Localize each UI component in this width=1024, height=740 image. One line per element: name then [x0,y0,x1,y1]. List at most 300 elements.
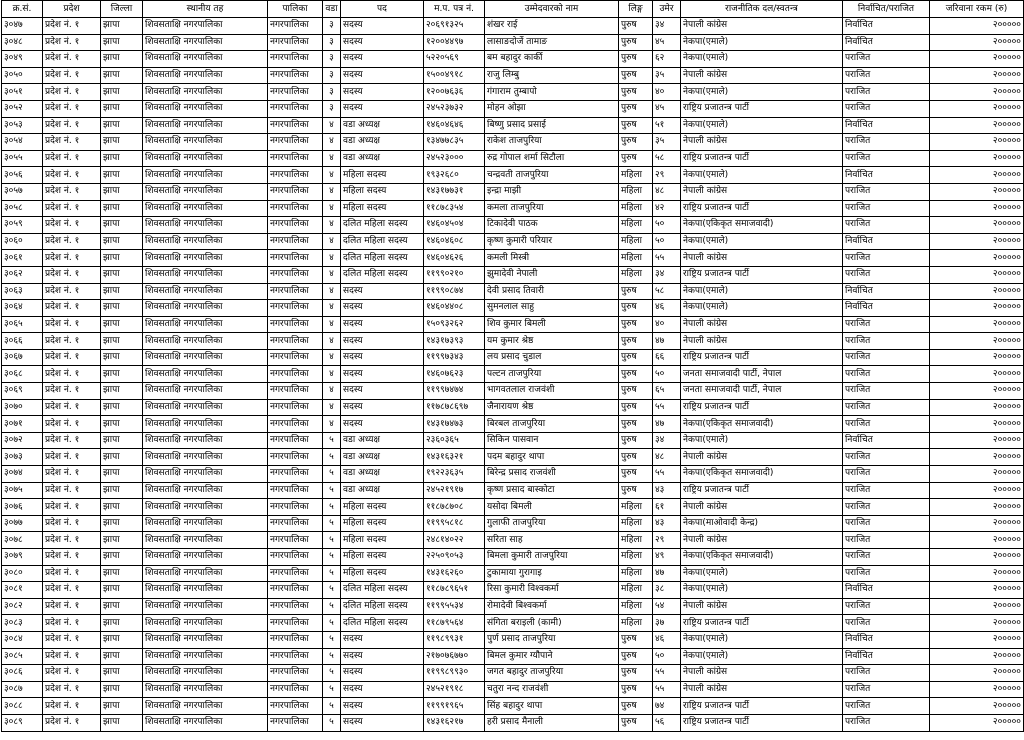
cell-district: झापा [101,615,143,632]
cell-gender: महिला [619,200,653,217]
cell-serial: ३०८३ [2,615,43,632]
cell-gender: पुरुष [619,283,653,300]
cell-age: ४३ [653,515,681,532]
table-row [2,615,1024,632]
cell-serial: ३०५० [2,67,43,84]
cell-result: पराजित [843,266,930,283]
cell-post: महिला सदस्य [341,532,424,549]
cell-gender: पुरुष [619,34,653,51]
cell-gender: पुरुष [619,150,653,167]
cell-party: राष्ट्रिय प्रजातन्त्र पार्टी [681,150,843,167]
cell-fine-amount: २००००० [930,300,1024,317]
cell-fine-amount: २००००० [930,233,1024,250]
cell-post: वडा अध्यक्ष [341,150,424,167]
cell-district: झापा [101,665,143,682]
cell-serial: ३०८० [2,565,43,582]
cell-post: सदस्य [341,100,424,117]
cell-province: प्रदेश नं. १ [43,416,101,433]
cell-province: प्रदेश नं. १ [43,134,101,151]
cell-province: प्रदेश नं. १ [43,300,101,317]
cell-gender: पुरुष [619,51,653,68]
cell-age: ५५ [653,399,681,416]
cell-age: ६६ [653,349,681,366]
cell-voter-id: २४५२१९१७ [424,482,485,499]
cell-municipality-type: नगरपालिका [268,67,323,84]
cell-district: झापा [101,167,143,184]
table-row [2,532,1024,549]
cell-candidate-name: देवी प्रसाद तिवारी [485,283,619,300]
cell-candidate-name: पल्टन ताजपुरिया [485,366,619,383]
cell-gender: पुरुष [619,482,653,499]
cell-party: नेपाली कांग्रेस [681,316,843,333]
cell-party: नेकपा(एमाले) [681,432,843,449]
cell-serial: ३०७१ [2,416,43,433]
table-row [2,482,1024,499]
cell-candidate-name: जैनारायण श्रेष्ठ [485,399,619,416]
cell-ward: ४ [323,167,341,184]
cell-district: झापा [101,150,143,167]
cell-post: वडा अध्यक्ष [341,482,424,499]
cell-province: प्रदेश नं. १ [43,200,101,217]
cell-gender: पुरुष [619,466,653,483]
cell-serial: ३०८५ [2,648,43,665]
cell-candidate-name: इन्द्रा माझी [485,183,619,200]
table-row [2,665,1024,682]
cell-party: नेकपा(एमाले) [681,117,843,134]
cell-serial: ३०७२ [2,432,43,449]
cell-municipality-type: नगरपालिका [268,316,323,333]
cell-result: पराजित [843,449,930,466]
cell-voter-id: १४६०४५०४ [424,217,485,234]
cell-gender: पुरुष [619,333,653,350]
cell-ward: ५ [323,648,341,665]
cell-voter-id: ११९९८९९३० [424,665,485,682]
cell-party: नेकपा(एमाले) [681,565,843,582]
cell-age: ४६ [653,631,681,648]
cell-district: झापा [101,84,143,101]
cell-municipality-type: नगरपालिका [268,582,323,599]
cell-age: ३८ [653,582,681,599]
cell-voter-id: १४३१६३२१ [424,449,485,466]
table-row [2,233,1024,250]
cell-post: सदस्य [341,18,424,35]
cell-candidate-name: पुर्ण प्रसाद ताजपुरिया [485,631,619,648]
cell-age: ६५ [653,383,681,400]
cell-district: झापा [101,449,143,466]
cell-municipality-type: नगरपालिका [268,648,323,665]
cell-ward: ५ [323,615,341,632]
cell-municipality-type: नगरपालिका [268,665,323,682]
cell-district: झापा [101,250,143,267]
cell-municipality-type: नगरपालिका [268,18,323,35]
table-row [2,582,1024,599]
cell-post: दलित महिला सदस्य [341,217,424,234]
cell-post: महिला सदस्य [341,167,424,184]
cell-ward: ४ [323,300,341,317]
cell-gender: पुरुष [619,665,653,682]
cell-post: दलित महिला सदस्य [341,250,424,267]
cell-post: महिला सदस्य [341,549,424,566]
cell-local-level: शिवसताक्षि नगरपालिका [143,399,268,416]
table-row [2,134,1024,151]
cell-gender: महिला [619,615,653,632]
cell-post: सदस्य [341,648,424,665]
cell-age: ३५ [653,134,681,151]
cell-party: नेकपा(एकिकृत समाजवादी) [681,549,843,566]
cell-post: महिला सदस्य [341,515,424,532]
cell-party: नेकपा(एमाले) [681,51,843,68]
cell-result: पराजित [843,615,930,632]
cell-province: प्रदेश नं. १ [43,250,101,267]
cell-gender: पुरुष [619,416,653,433]
table-row [2,549,1024,566]
cell-district: झापा [101,117,143,134]
cell-party: नेपाली कांग्रेस [681,183,843,200]
cell-candidate-name: कृष्ण प्रसाद बास्कोटा [485,482,619,499]
cell-party: नेपाली कांग्रेस [681,499,843,516]
cell-municipality-type: नगरपालिका [268,515,323,532]
cell-fine-amount: २००००० [930,416,1024,433]
cell-age: ४० [653,84,681,101]
cell-serial: ३०४८ [2,34,43,51]
cell-serial: ३०८७ [2,681,43,698]
cell-district: झापा [101,631,143,648]
cell-ward: ५ [323,466,341,483]
cell-post: सदस्य [341,333,424,350]
header-fine-amount: जरिवाना रकम (रु) [930,1,1024,18]
cell-voter-id: १२००४४९७ [424,34,485,51]
cell-ward: ५ [323,598,341,615]
cell-candidate-name: गुलाफी ताजपुरिया [485,515,619,532]
cell-district: झापा [101,300,143,317]
cell-serial: ३०८४ [2,631,43,648]
cell-municipality-type: नगरपालिका [268,217,323,234]
cell-district: झापा [101,598,143,615]
cell-serial: ३०७८ [2,532,43,549]
cell-party: नेकपा(एकिकृत समाजवादी) [681,466,843,483]
cell-province: प्रदेश नं. १ [43,67,101,84]
table-row [2,300,1024,317]
cell-result: पराजित [843,183,930,200]
cell-voter-id: २१७०७६७७० [424,648,485,665]
cell-gender: पुरुष [619,383,653,400]
cell-serial: ३०८९ [2,714,43,731]
cell-district: झापा [101,549,143,566]
cell-province: प्रदेश नं. १ [43,499,101,516]
cell-province: प्रदेश नं. १ [43,399,101,416]
cell-province: प्रदेश नं. १ [43,117,101,134]
cell-serial: ३०५५ [2,150,43,167]
cell-province: प्रदेश नं. १ [43,615,101,632]
cell-municipality-type: नगरपालिका [268,615,323,632]
cell-local-level: शिवसताक्षि नगरपालिका [143,183,268,200]
cell-gender: महिला [619,266,653,283]
header-voter-id: म.प. पत्र नं. [424,1,485,18]
cell-fine-amount: २००००० [930,67,1024,84]
cell-party: नेकपा(एमाले) [681,300,843,317]
cell-party: राष्ट्रिय प्रजातन्त्र पार्टी [681,698,843,715]
cell-district: झापा [101,515,143,532]
cell-local-level: शिवसताक्षि नगरपालिका [143,565,268,582]
cell-gender: पुरुष [619,134,653,151]
cell-gender: पुरुष [619,366,653,383]
cell-party: नेपाली कांग्रेस [681,598,843,615]
cell-candidate-name: कमली मिस्त्री [485,250,619,267]
cell-district: झापा [101,134,143,151]
cell-post: सदस्य [341,399,424,416]
cell-serial: ३०५८ [2,200,43,217]
cell-fine-amount: २००००० [930,598,1024,615]
cell-result: पराजित [843,349,930,366]
cell-district: झापा [101,565,143,582]
cell-candidate-name: कृष्ण कुमारी परियार [485,233,619,250]
cell-ward: ५ [323,698,341,715]
cell-fine-amount: २००००० [930,266,1024,283]
cell-ward: ५ [323,432,341,449]
cell-post: महिला सदस्य [341,499,424,516]
cell-province: प्रदेश नं. १ [43,51,101,68]
cell-age: ५० [653,648,681,665]
cell-party: नेकपा(माओवादी केन्द्र) [681,515,843,532]
cell-serial: ३०७४ [2,466,43,483]
table-row [2,18,1024,35]
cell-post: सदस्य [341,681,424,698]
cell-serial: ३०८६ [2,665,43,682]
cell-serial: ३०७९ [2,549,43,566]
cell-ward: ४ [323,383,341,400]
cell-candidate-name: भागवतलाल राजवंशी [485,383,619,400]
cell-post: सदस्य [341,84,424,101]
cell-age: ४६ [653,300,681,317]
cell-local-level: शिवसताक्षि नगरपालिका [143,67,268,84]
cell-age: ४८ [653,449,681,466]
table-row [2,383,1024,400]
cell-municipality-type: नगरपालिका [268,233,323,250]
cell-age: ५५ [653,466,681,483]
cell-municipality-type: नगरपालिका [268,482,323,499]
header-province: प्रदेश [43,1,101,18]
cell-candidate-name: जगत बहादुर ताजपुरिया [485,665,619,682]
cell-gender: महिला [619,532,653,549]
cell-district: झापा [101,183,143,200]
cell-result: पराजित [843,714,930,731]
cell-fine-amount: २००००० [930,698,1024,715]
cell-gender: पुरुष [619,681,653,698]
table-row [2,84,1024,101]
cell-party: नेकपा(एमाले) [681,84,843,101]
cell-local-level: शिवसताक्षि नगरपालिका [143,432,268,449]
cell-age: ४८ [653,183,681,200]
cell-municipality-type: नगरपालिका [268,183,323,200]
cell-local-level: शिवसताक्षि नगरपालिका [143,51,268,68]
cell-voter-id: ११९९१९६५ [424,698,485,715]
table-row [2,67,1024,84]
cell-district: झापा [101,349,143,366]
cell-age: ५० [653,233,681,250]
table-row [2,714,1024,731]
cell-district: झापा [101,383,143,400]
cell-party: जनता समाजवादी पार्टी, नेपाल [681,366,843,383]
cell-local-level: शिवसताक्षि नगरपालिका [143,466,268,483]
cell-fine-amount: २००००० [930,565,1024,582]
cell-district: झापा [101,532,143,549]
cell-voter-id: १४६०४६२६ [424,250,485,267]
cell-age: ४२ [653,200,681,217]
cell-fine-amount: २००००० [930,466,1024,483]
cell-district: झापा [101,200,143,217]
cell-local-level: शिवसताक्षि नगरपालिका [143,117,268,134]
cell-province: प्रदेश नं. १ [43,316,101,333]
cell-municipality-type: नगरपालिका [268,466,323,483]
cell-post: सदस्य [341,283,424,300]
cell-post: महिला सदस्य [341,565,424,582]
cell-local-level: शिवसताक्षि नगरपालिका [143,134,268,151]
cell-ward: ४ [323,266,341,283]
cell-post: सदस्य [341,316,424,333]
table-row [2,349,1024,366]
cell-local-level: शिवसताक्षि नगरपालिका [143,283,268,300]
cell-fine-amount: २००००० [930,100,1024,117]
header-municipality-type: पालिका [268,1,323,18]
cell-district: झापा [101,266,143,283]
cell-municipality-type: नगरपालिका [268,399,323,416]
cell-ward: ३ [323,34,341,51]
cell-party: नेपाली कांग्रेस [681,532,843,549]
cell-local-level: शिवसताक्षि नगरपालिका [143,217,268,234]
cell-result: पराजित [843,466,930,483]
cell-district: झापा [101,399,143,416]
cell-age: ४७ [653,333,681,350]
cell-gender: महिला [619,183,653,200]
cell-fine-amount: २००००० [930,449,1024,466]
header-district: जिल्ला [101,1,143,18]
cell-party: नेकपा(एमाले) [681,283,843,300]
cell-fine-amount: २००००० [930,283,1024,300]
cell-municipality-type: नगरपालिका [268,631,323,648]
cell-post: महिला सदस्य [341,183,424,200]
cell-candidate-name: सरिता साह [485,532,619,549]
cell-result: पराजित [843,515,930,532]
cell-result: पराजित [843,200,930,217]
cell-candidate-name: रुद्र गोपाल शर्मा सिटौला [485,150,619,167]
cell-province: प्रदेश नं. १ [43,698,101,715]
cell-result: पराजित [843,482,930,499]
cell-party: राष्ट्रिय प्रजातन्त्र पार्टी [681,714,843,731]
cell-result: पराजित [843,67,930,84]
cell-result: पराजित [843,150,930,167]
cell-post: सदस्य [341,51,424,68]
cell-voter-id: ११८७८३५४ [424,200,485,217]
cell-fine-amount: २००००० [930,399,1024,416]
cell-municipality-type: नगरपालिका [268,681,323,698]
cell-voter-id: ११९९०८७४ [424,283,485,300]
cell-party: नेपाली कांग्रेस [681,18,843,35]
table-row [2,432,1024,449]
header-age: उमेर [653,1,681,18]
cell-age: ४७ [653,416,681,433]
cell-ward: ५ [323,665,341,682]
cell-result: पराजित [843,383,930,400]
cell-local-level: शिवसताक्षि नगरपालिका [143,482,268,499]
cell-ward: ४ [323,250,341,267]
cell-voter-id: २४५२१९१८ [424,681,485,698]
cell-gender: पुरुष [619,316,653,333]
cell-voter-id: १४६०४६४६ [424,117,485,134]
cell-candidate-name: बिरेन्द्र प्रसाद राजवंशी [485,466,619,483]
table-row [2,681,1024,698]
cell-result: पराजित [843,84,930,101]
header-post: पद [341,1,424,18]
cell-serial: ३०७० [2,399,43,416]
cell-result: पराजित [843,499,930,516]
table-row [2,266,1024,283]
cell-province: प्रदेश नं. १ [43,432,101,449]
cell-voter-id: १४६०४४०८ [424,300,485,317]
header-serial: क्र.सं. [2,1,43,18]
cell-party: नेपाली कांग्रेस [681,449,843,466]
cell-ward: ५ [323,549,341,566]
cell-post: महिला सदस्य [341,200,424,217]
cell-fine-amount: २००००० [930,333,1024,350]
cell-gender: पुरुष [619,698,653,715]
cell-party: नेकपा(एमाले) [681,34,843,51]
cell-voter-id: ११८७८७०८ [424,499,485,516]
cell-result: पराजित [843,598,930,615]
cell-local-level: शिवसताक्षि नगरपालिका [143,416,268,433]
cell-result: पराजित [843,250,930,267]
cell-age: ७४ [653,698,681,715]
cell-local-level: शिवसताक्षि नगरपालिका [143,333,268,350]
cell-voter-id: ११९९५८१८ [424,515,485,532]
cell-gender: महिला [619,582,653,599]
cell-gender: पुरुष [619,84,653,101]
cell-gender: पुरुष [619,714,653,731]
cell-result: पराजित [843,549,930,566]
table-row [2,366,1024,383]
table-row [2,565,1024,582]
cell-age: ३७ [653,615,681,632]
cell-voter-id: १४३१६२१७ [424,714,485,731]
cell-district: झापा [101,681,143,698]
cell-post: दलित महिला सदस्य [341,615,424,632]
cell-party: राष्ट्रिय प्रजातन्त्र पार्टी [681,266,843,283]
cell-province: प्रदेश नं. १ [43,84,101,101]
cell-candidate-name: बिमला कुमारी ताजपुरिया [485,549,619,566]
table-row [2,150,1024,167]
cell-candidate-name: रिसा कुमारी विश्वकर्मा [485,582,619,599]
cell-age: ५० [653,366,681,383]
cell-serial: ३०५२ [2,100,43,117]
cell-ward: ५ [323,482,341,499]
cell-candidate-name: राजु लिम्बु [485,67,619,84]
cell-voter-id: ५२२०५६९ [424,51,485,68]
cell-post: दलित महिला सदस्य [341,233,424,250]
cell-ward: ५ [323,582,341,599]
cell-serial: ३०५६ [2,167,43,184]
cell-post: वडा अध्यक्ष [341,466,424,483]
cell-district: झापा [101,333,143,350]
cell-gender: महिला [619,167,653,184]
cell-fine-amount: २००००० [930,482,1024,499]
cell-party: जनता समाजवादी पार्टी, नेपाल [681,383,843,400]
cell-gender: पुरुष [619,399,653,416]
cell-voter-id: १९३२६८० [424,167,485,184]
table-row [2,399,1024,416]
cell-fine-amount: २००००० [930,183,1024,200]
cell-voter-id: १५०९३२६२ [424,316,485,333]
table-row [2,167,1024,184]
cell-municipality-type: नगरपालिका [268,383,323,400]
